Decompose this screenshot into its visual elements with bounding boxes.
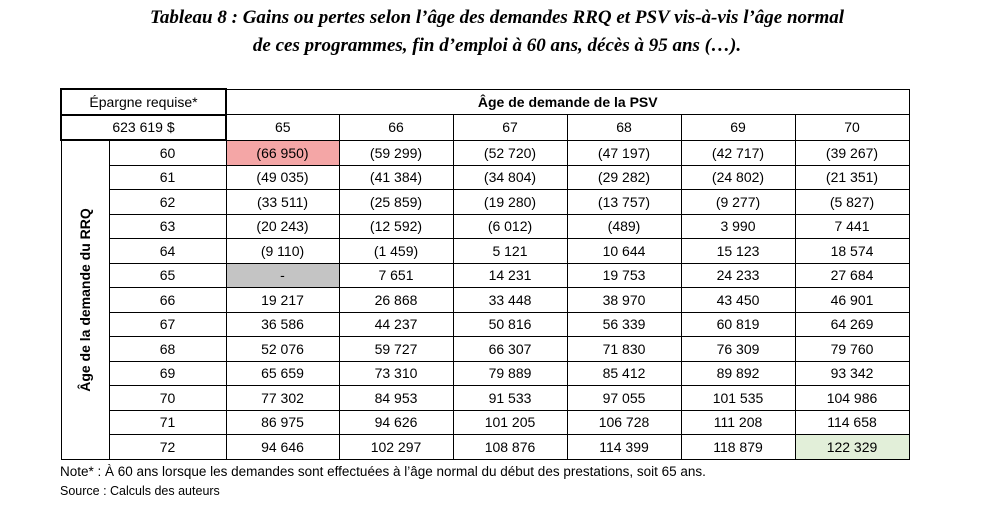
rrq-age-label: 67 <box>109 312 226 337</box>
value-cell: 94 626 <box>339 410 453 435</box>
header-row-1 <box>61 89 909 115</box>
value-cell: 66 307 <box>453 337 567 362</box>
value-cell: 24 233 <box>681 263 795 288</box>
table-row <box>61 435 909 460</box>
psv-age-header: 68 <box>567 115 681 141</box>
value-cell: 77 302 <box>226 386 339 411</box>
value-cell: 111 208 <box>681 410 795 435</box>
value-cell: 93 342 <box>795 361 909 386</box>
value-cell: (9 277) <box>681 190 795 215</box>
value-cell: 7 651 <box>339 263 453 288</box>
rrq-header-label: Âge de la demande du RRQ <box>77 207 93 392</box>
footnote: Note* : À 60 ans lorsque les demandes sont effectuées à l’âge normal du début des prestations, soit 65 ans. <box>60 464 706 479</box>
savings-label: Épargne requise* <box>61 89 226 115</box>
table-row <box>61 214 909 239</box>
psv-age-header: 65 <box>226 115 339 141</box>
value-cell: (9 110) <box>226 239 339 264</box>
rrq-age-label: 71 <box>109 410 226 435</box>
psv-age-header: 69 <box>681 115 795 141</box>
table-row <box>61 410 909 435</box>
value-cell: (41 384) <box>339 165 453 190</box>
value-cell: 97 055 <box>567 386 681 411</box>
value-cell: 114 399 <box>567 435 681 460</box>
table-row <box>61 361 909 386</box>
rrq-age-label: 61 <box>109 165 226 190</box>
table-row <box>61 190 909 215</box>
value-cell: 102 297 <box>339 435 453 460</box>
savings-value: 623 619 $ <box>61 115 226 141</box>
value-cell: 7 441 <box>795 214 909 239</box>
value-cell: 19 217 <box>226 288 339 313</box>
table-title <box>0 4 994 60</box>
value-cell: 33 448 <box>453 288 567 313</box>
value-cell: 18 574 <box>795 239 909 264</box>
rrq-age-label: 62 <box>109 190 226 215</box>
value-cell: (21 351) <box>795 165 909 190</box>
rrq-age-label: 66 <box>109 288 226 313</box>
value-cell: 89 892 <box>681 361 795 386</box>
value-cell: 19 753 <box>567 263 681 288</box>
psv-age-header: 67 <box>453 115 567 141</box>
value-cell: 27 684 <box>795 263 909 288</box>
value-cell: (19 280) <box>453 190 567 215</box>
value-cell: (42 717) <box>681 140 795 165</box>
value-cell: 106 728 <box>567 410 681 435</box>
psv-age-header: 70 <box>795 115 909 141</box>
value-cell: (66 950) <box>226 140 339 165</box>
value-cell: 60 819 <box>681 312 795 337</box>
title-line-1: Tableau 8 : Gains ou pertes selon l’âge des demandes RRQ et PSV vis-à-vis l’âge normal <box>149 7 845 28</box>
value-cell: (34 804) <box>453 165 567 190</box>
value-cell: (1 459) <box>339 239 453 264</box>
table-row <box>61 386 909 411</box>
value-cell: 14 231 <box>453 263 567 288</box>
table-row <box>61 165 909 190</box>
value-cell: 15 123 <box>681 239 795 264</box>
table-row <box>61 337 909 362</box>
value-cell: 56 339 <box>567 312 681 337</box>
table-row <box>61 239 909 264</box>
table-row <box>61 312 909 337</box>
value-cell: 71 830 <box>567 337 681 362</box>
value-cell: (25 859) <box>339 190 453 215</box>
value-cell: (6 012) <box>453 214 567 239</box>
value-cell: 43 450 <box>681 288 795 313</box>
rrq-age-label: 68 <box>109 337 226 362</box>
value-cell: (59 299) <box>339 140 453 165</box>
value-cell: 104 986 <box>795 386 909 411</box>
title-line-2: de ces programmes, fin d’emploi à 60 ans, décès à 95 ans (…). <box>252 35 742 56</box>
value-cell: (12 592) <box>339 214 453 239</box>
value-cell: 73 310 <box>339 361 453 386</box>
rrq-age-label: 63 <box>109 214 226 239</box>
value-cell: 114 658 <box>795 410 909 435</box>
value-cell: (5 827) <box>795 190 909 215</box>
value-cell: (489) <box>567 214 681 239</box>
value-cell: 86 975 <box>226 410 339 435</box>
value-cell: 84 953 <box>339 386 453 411</box>
value-cell: 10 644 <box>567 239 681 264</box>
value-cell: 91 533 <box>453 386 567 411</box>
value-cell: 85 412 <box>567 361 681 386</box>
rrq-header <box>61 140 109 459</box>
psv-header: Âge de demande de la PSV <box>226 89 909 115</box>
value-cell: (13 757) <box>567 190 681 215</box>
table-row <box>61 140 909 165</box>
rrq-age-label: 64 <box>109 239 226 264</box>
value-cell: 52 076 <box>226 337 339 362</box>
value-cell: 101 205 <box>453 410 567 435</box>
value-cell: 59 727 <box>339 337 453 362</box>
value-cell: 94 646 <box>226 435 339 460</box>
value-cell: 5 121 <box>453 239 567 264</box>
table-row <box>61 288 909 313</box>
value-cell: 46 901 <box>795 288 909 313</box>
value-cell: 122 329 <box>795 435 909 460</box>
value-cell: 76 309 <box>681 337 795 362</box>
value-cell: (20 243) <box>226 214 339 239</box>
rrq-age-label: 60 <box>109 140 226 165</box>
rrq-age-label: 70 <box>109 386 226 411</box>
value-cell: 65 659 <box>226 361 339 386</box>
rrq-age-label: 65 <box>109 263 226 288</box>
value-cell: 79 889 <box>453 361 567 386</box>
value-cell: (47 197) <box>567 140 681 165</box>
value-cell: 50 816 <box>453 312 567 337</box>
value-cell: (49 035) <box>226 165 339 190</box>
value-cell: (33 511) <box>226 190 339 215</box>
value-cell: 64 269 <box>795 312 909 337</box>
value-cell: 118 879 <box>681 435 795 460</box>
value-cell: 3 990 <box>681 214 795 239</box>
value-cell: (52 720) <box>453 140 567 165</box>
value-cell: 38 970 <box>567 288 681 313</box>
table-row <box>61 263 909 288</box>
psv-age-header: 66 <box>339 115 453 141</box>
value-cell: 108 876 <box>453 435 567 460</box>
rrq-age-label: 72 <box>109 435 226 460</box>
rrq-age-label: 69 <box>109 361 226 386</box>
value-cell: 44 237 <box>339 312 453 337</box>
value-cell: - <box>226 263 339 288</box>
value-cell: (39 267) <box>795 140 909 165</box>
value-cell: (29 282) <box>567 165 681 190</box>
value-cell: 101 535 <box>681 386 795 411</box>
value-cell: 36 586 <box>226 312 339 337</box>
source-line: Source : Calculs des auteurs <box>60 484 220 498</box>
gains-losses-table <box>60 88 910 460</box>
header-row-2 <box>61 115 909 141</box>
value-cell: 26 868 <box>339 288 453 313</box>
value-cell: 79 760 <box>795 337 909 362</box>
value-cell: (24 802) <box>681 165 795 190</box>
